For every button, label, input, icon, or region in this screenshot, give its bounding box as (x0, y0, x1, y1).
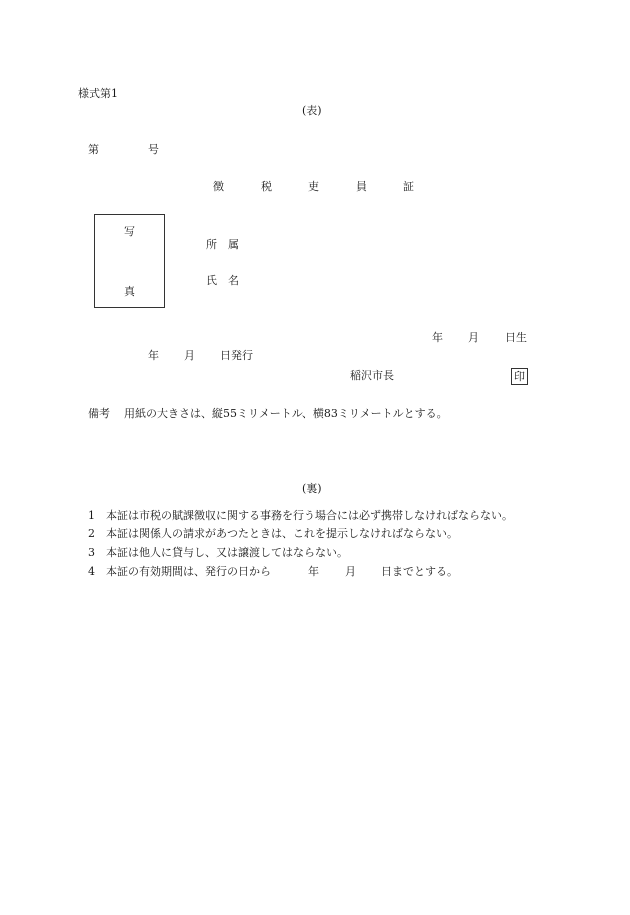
list-item-text: 本証は市税の賦課徴収に関する事務を行う場合には必ず携帯しなければならない。 (106, 509, 513, 522)
issuer-name: 稲沢市長 (350, 369, 394, 382)
name-label: 氏 名 (206, 274, 239, 287)
card-title-char: 税 (261, 180, 272, 193)
card-title-char: 吏 (308, 180, 319, 193)
form-label: 様式第1 (78, 87, 118, 100)
remark-label: 備考 (88, 407, 110, 420)
list-item-text: 本証は関係人の請求があつたときは、これを提示しなければならない。 (106, 527, 458, 540)
photo-label-bottom: 真 (124, 285, 135, 298)
remark-text: 用紙の大きさは、縦55ミリメートル、横83ミリメートルとする。 (124, 407, 448, 420)
validity-day: 日までとする。 (381, 565, 458, 578)
photo-label-top: 写 (124, 225, 135, 238)
list-item-number: 4 (88, 565, 95, 578)
list-item-text: 本証は他人に貸与し、又は譲渡してはならない。 (106, 546, 348, 559)
list-item-number: 3 (88, 546, 95, 559)
birth-year: 年 (432, 331, 443, 344)
birth-month: 月 (468, 331, 479, 344)
card-title-char: 証 (403, 180, 414, 193)
validity-month: 月 (345, 565, 356, 578)
photo-box (94, 214, 165, 308)
issued-day: 日発行 (220, 349, 253, 362)
seal-mark: 印 (511, 368, 528, 385)
issued-month: 月 (184, 349, 195, 362)
card-title-char: 徴 (213, 180, 224, 193)
birth-day: 日生 (505, 331, 527, 344)
list-item-text: 本証の有効期間は、発行の日から (106, 565, 271, 578)
back-heading: (裏) (302, 482, 322, 495)
list-item-number: 2 (88, 527, 95, 540)
issued-year: 年 (148, 349, 159, 362)
number-go: 号 (148, 143, 159, 156)
validity-year: 年 (308, 565, 319, 578)
list-item-number: 1 (88, 509, 95, 522)
number-dai: 第 (88, 143, 99, 156)
card-title-char: 員 (356, 180, 367, 193)
front-heading: (表) (302, 104, 322, 117)
affiliation-label: 所 属 (206, 238, 239, 251)
